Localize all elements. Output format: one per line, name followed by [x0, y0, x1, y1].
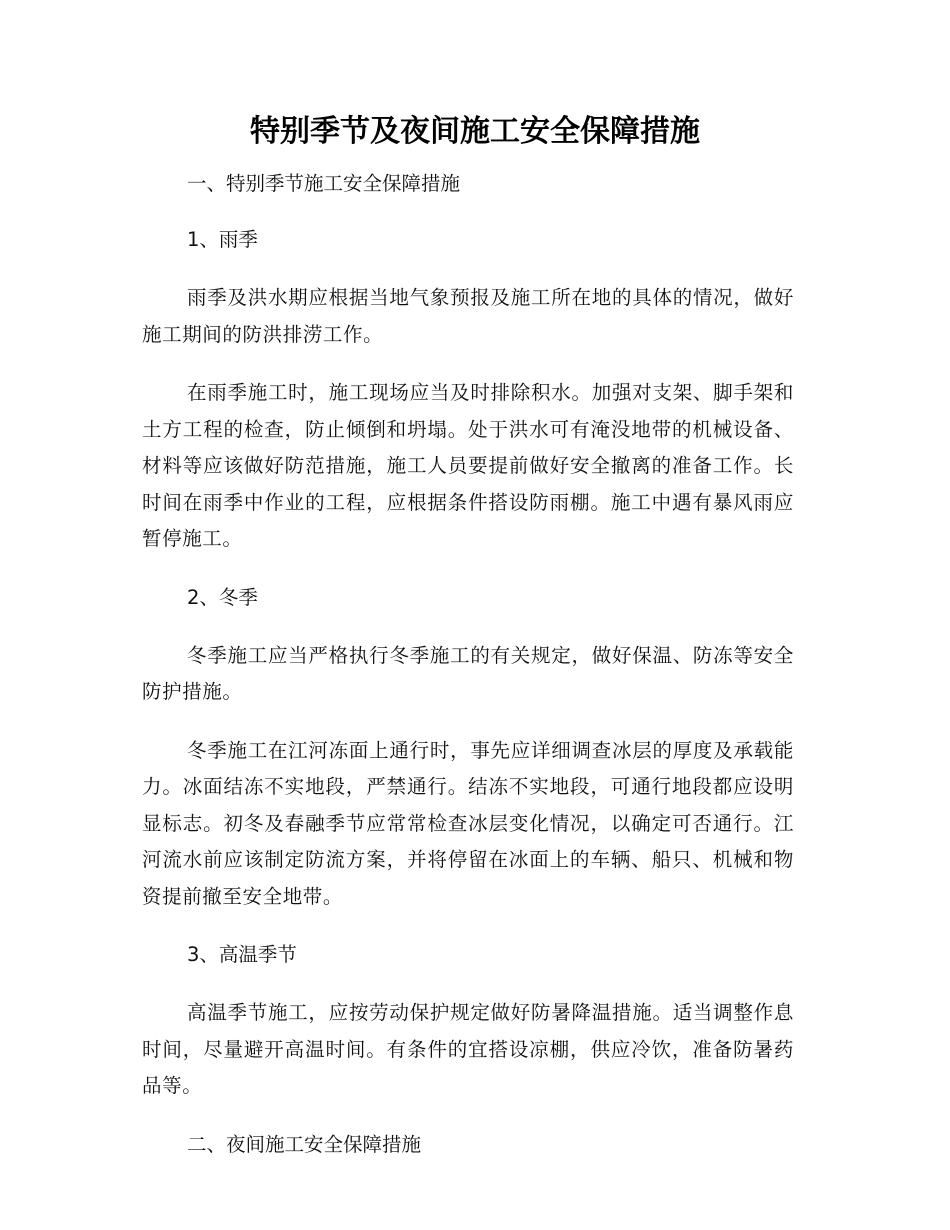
- document-title: 特别季节及夜间施工安全保障措施: [250, 114, 700, 149]
- paragraph-hot-season: 高温季节施工，应按劳动保护规定做好防暑降温措施。适当调整作息时间，尽量避开高温时间。有条件的宜搭设凉棚，供应冷饮，准备防暑药品等。: [142, 1001, 794, 1097]
- paragraph-winter-ice: 冬季施工在江河冻面上通行时，事先应详细调查冰层的厚度及承载能力。冰面结冻不实地段，严禁通行。结冻不实地段，可通行地段都应设明显标志。初冬及春融季节应常常检查冰层变化情况，以确定可否通行。江河流水前应该制定防流方案，并将停留在冰面上的车辆、船只、机械和物资提前撤至安全地带。: [142, 738, 794, 908]
- paragraph-winter-rules: 冬季施工应当严格执行冬季施工的有关规定，做好保温、防冻等安全防护措施。: [142, 643, 794, 703]
- paragraph-rainy-flood: 雨季及洪水期应根据当地气象预报及施工所在地的具体的情况，做好施工期间的防洪排涝工作。: [142, 286, 794, 346]
- subsection-heading-rainy-season: 1、雨季: [187, 228, 258, 251]
- section-heading-seasonal: 一、特别季节施工安全保障措施: [187, 172, 461, 195]
- subsection-heading-winter: 2、冬季: [187, 585, 258, 609]
- subsection-heading-hot-season: 3、高温季节: [187, 943, 297, 966]
- section-heading-night: 二、夜间施工安全保障措施: [187, 1132, 422, 1156]
- paragraph-rainy-construction: 在雨季施工时，施工现场应当及时排除积水。加强对支架、脚手架和土方工程的检查，防止倾倒和坍塌。处于洪水可有淹没地带的机械设备、材料等应该做好防范措施，施工人员要提前做好安全撤离的准备工作。长时间在雨季中作业的工程，应根据条件搭设防雨棚。施工中遇有暴风雨应暂停施工。: [142, 381, 794, 550]
- document-body: [142, 166, 794, 1163]
